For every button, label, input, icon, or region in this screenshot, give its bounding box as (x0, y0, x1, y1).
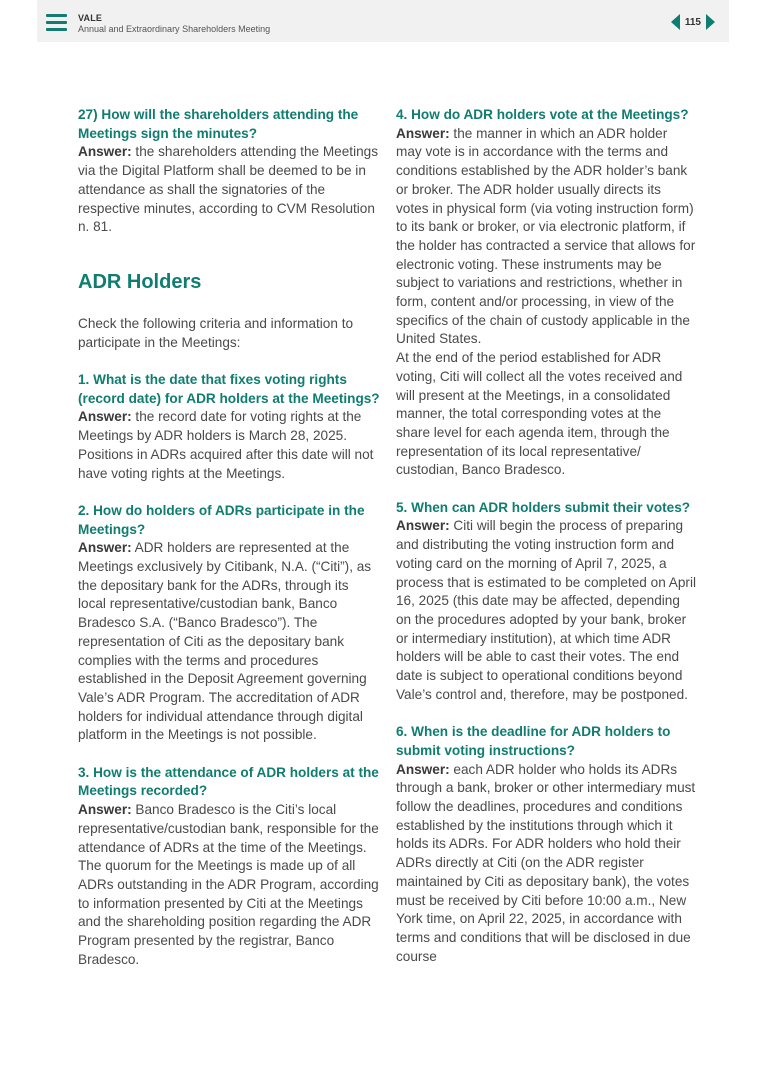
question-4: 4. How do ADR holders vote at the Meetings? (396, 107, 689, 122)
answer-4-continued: At the end of the period established for ADR voting, Citi will collect all the votes received and will present at the Meetings, in a consolidated manner, the total corresponding votes at the share level for each agenda item, through the representation of its local representative/ custodian, Banco Bradesco. (396, 350, 683, 478)
answer-label: Answer: (396, 761, 450, 777)
answer-label: Answer: (396, 125, 450, 141)
answer-text: the record date for voting rights at the Meetings by ADR holders is March 28, 2025. Positions in ADRs acquired after this date will not have voting rights at the Meetings. (78, 409, 374, 481)
next-page-icon[interactable] (706, 14, 715, 30)
answer-1 (78, 408, 380, 483)
menu-icon[interactable] (46, 14, 67, 31)
answer-2 (78, 539, 380, 745)
intro-text: Check the following criteria and information to participate in the Meetings: (78, 315, 354, 350)
question-6: 6. When is the deadline for ADR holders to submit voting instructions? (396, 724, 671, 758)
right-column (396, 106, 696, 966)
answer-label: Answer: (78, 144, 132, 160)
question-1: 1. What is the date that fixes voting rights (record date) for ADR holders at the Meetings? (78, 372, 380, 406)
answer-text: Banco Bradesco is the Citi’s local representative/custodian bank, responsible for the attendance of ADRs at the time of the Meetings. The quorum for the Meetings is made up of all ADRs outstanding in the ADR Program, according to information presented by Citi at the Meetings and the shareholding position regarding the ADR Program presented by the registrar, Banco Bradesco. (78, 802, 379, 967)
answer-label: Answer: (78, 540, 132, 556)
pager (671, 13, 715, 31)
answer-27 (78, 143, 380, 237)
header-bar (37, 0, 729, 42)
brand-name: VALE (78, 13, 103, 23)
answer-4 (396, 125, 696, 349)
answer-label: Answer: (396, 518, 450, 534)
question-5: 5. When can ADR holders submit their votes? (396, 499, 691, 515)
page-number: 115 (684, 16, 701, 28)
answer-5 (396, 517, 696, 704)
question-27: 27) How will the shareholders attending the Meetings sign the minutes? (78, 107, 359, 141)
previous-page-icon[interactable] (671, 14, 680, 30)
answer-3 (78, 801, 380, 969)
answer-text: ADR holders are represented at the Meetings exclusively by Citibank, N.A. (“Citi”), as the depositary bank for the ADRs, through its local representative/custodian bank, Banco Bradesco S.A. (“Banco Bradesco”). The representation of Citi as the depositary bank complies with the terms and procedures established in the Deposit Agreement governing Vale’s ADR Program. The accreditation of ADR holders for individual attendance through digital platform in the Meetings is not possible. (78, 540, 372, 743)
answer-6 (396, 761, 696, 967)
question-3: 3. How is the attendance of ADR holders at the Meetings recorded? (78, 764, 379, 799)
answer-text: the shareholders attending the Meetings via the Digital Platform shall be deemed to be in attendance as shall the signatories of the respective minutes, according to CVM Resolution n. 81. (78, 144, 379, 235)
answer-text: Citi will begin the process of preparing and distributing the voting instruction form and voting card on the morning of April 7, 2025, a process that is estimated to be completed on April 16, 2025 (this date may be affected, depending on the procedures adopted by your bank, broker or intermediary institution), at which time ADR holders will be able to cast their votes. The end date is subject to operational conditions beyond Vale’s control and, therefore, may be postponed. (396, 518, 696, 702)
section-title: ADR Holders (78, 270, 202, 293)
answer-label: Answer: (78, 802, 132, 818)
answer-label: Answer: (78, 409, 132, 425)
left-column (78, 106, 380, 969)
document-subtitle: Annual and Extraordinary Shareholders Meeting (78, 24, 271, 34)
question-2: 2. How do holders of ADRs participate in the Meetings? (78, 502, 365, 537)
answer-text: each ADR holder who holds its ADRs through a bank, broker or other intermediary must follow the deadlines, procedures and conditions established by the institutions through which it holds its ADRs. For ADR holders who hold their ADRs directly at Citi (on the ADR register maintained by Citi as depositary bank), the votes must be received by Citi before 10:00 a.m., New York time, on April 22, 2025, in accordance with terms and conditions that will be disclosed in due course (396, 761, 696, 964)
answer-text: the manner in which an ADR holder may vote is in accordance with the terms and conditions established by the ADR holder’s bank or broker. The ADR holder usually directs its votes in physical form (via voting instruction form) to its bank or broker, or via electronic platform, if the holder has contracted a service that allows for electronic voting. These instruments may be subject to variations and restrictions, whether in form, content and/or processing, in view of the specifics of the chain of custody applicable in the United States. (396, 125, 696, 347)
